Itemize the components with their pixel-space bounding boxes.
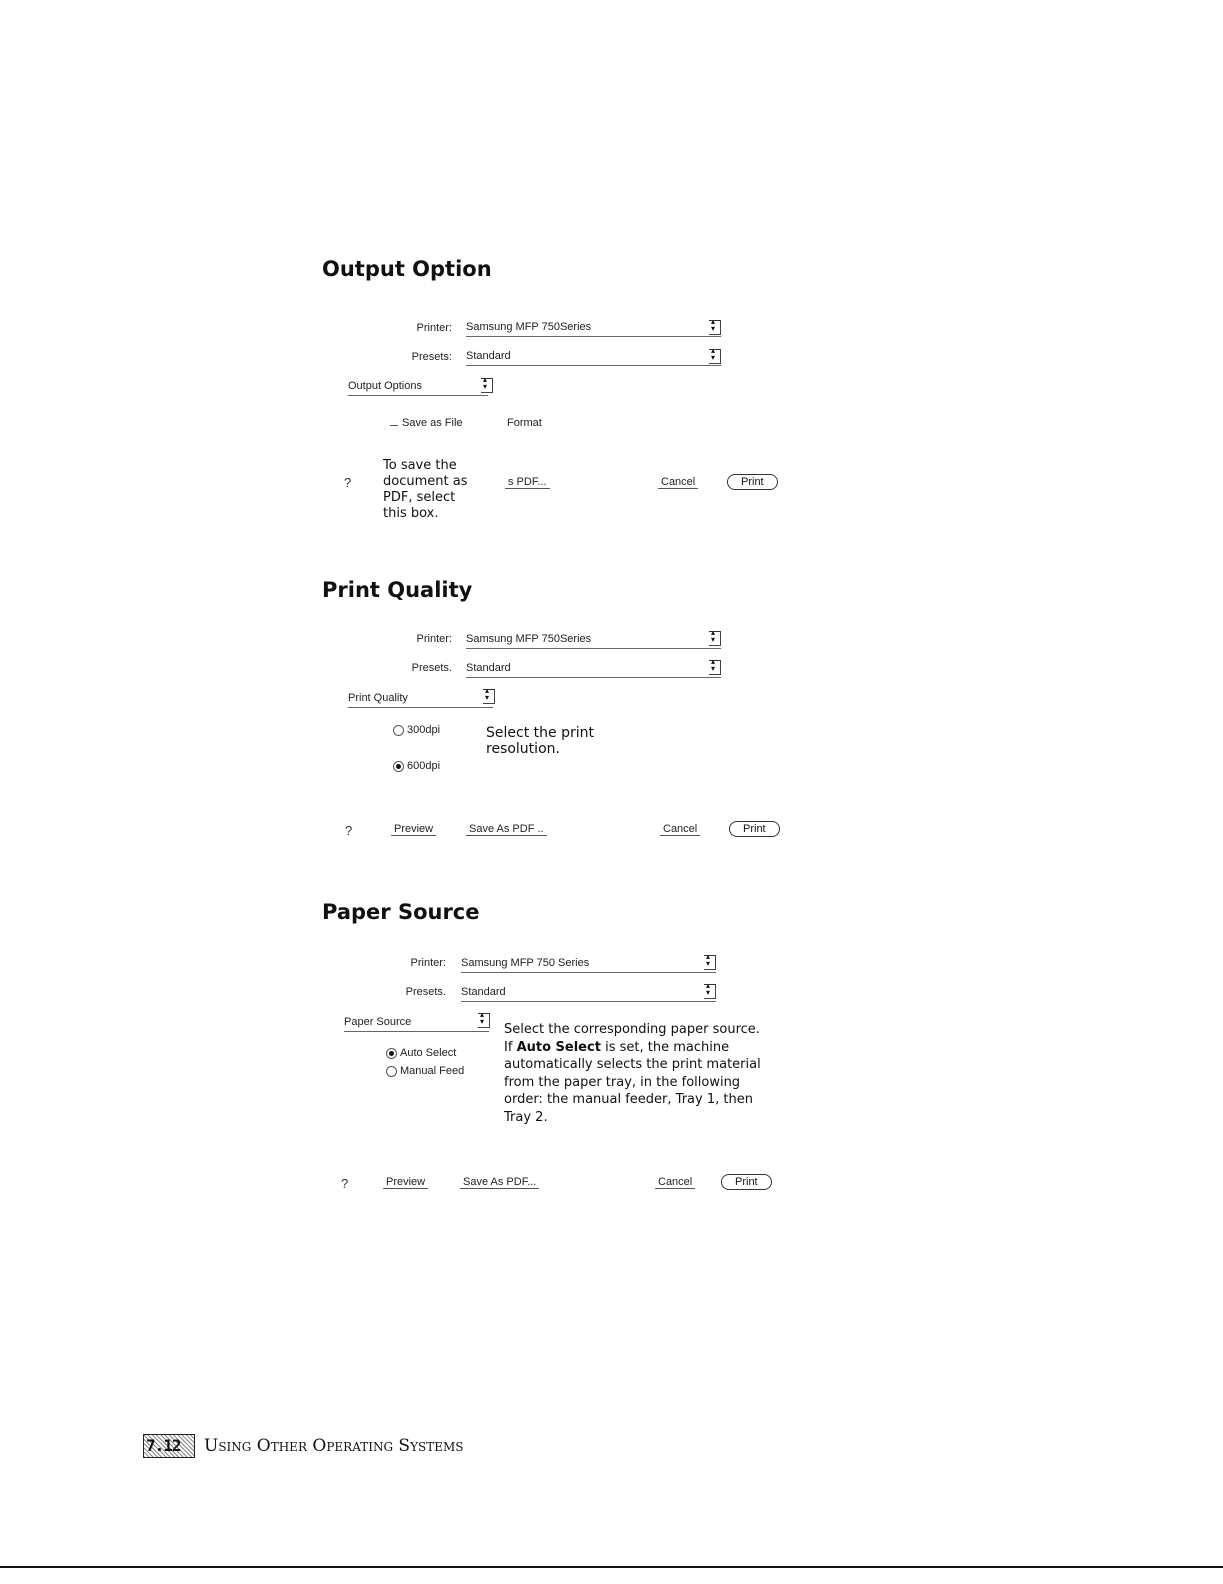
- printer-value: Samsung MFP 750Series: [466, 321, 592, 333]
- panel-select-output[interactable]: [348, 380, 488, 396]
- presets-label: Presets.: [411, 662, 452, 674]
- manual-feed-label: Manual Feed: [400, 1065, 465, 1077]
- resolution-callout: Select the print resolution.: [486, 725, 594, 757]
- heading-output-option: Output Option: [322, 257, 492, 281]
- radio-300dpi[interactable]: [393, 724, 440, 736]
- presets-value: Standard: [466, 662, 511, 674]
- panel-select-value: Paper Source: [344, 1016, 412, 1028]
- radio-on-icon: [386, 1048, 397, 1059]
- radio-600dpi[interactable]: [393, 760, 440, 772]
- checkbox-icon: [390, 417, 398, 426]
- help-icon[interactable]: ?: [344, 475, 352, 490]
- panel-stepper-icon[interactable]: [481, 378, 493, 393]
- save-as-file-checkbox[interactable]: [390, 417, 463, 429]
- preview-button[interactable]: Preview: [383, 1176, 428, 1189]
- res-600-label: 600dpi: [407, 760, 441, 772]
- radio-manual-feed[interactable]: [386, 1065, 464, 1077]
- presets-value: Standard: [466, 350, 511, 362]
- panel-select-source[interactable]: [344, 1016, 489, 1032]
- cancel-button[interactable]: Cancel: [658, 476, 698, 489]
- printer-value: Samsung MFP 750Series: [466, 633, 592, 645]
- heading-print-quality: Print Quality: [322, 578, 473, 602]
- save-as-file-label: Save as File: [402, 417, 463, 429]
- panel-select-quality[interactable]: [348, 692, 493, 708]
- callout-rest: is set, the machine automatically selects the print material from the paper tray, in the following order: the manual feeder, Tray 1, then Tray 2.: [504, 1039, 761, 1125]
- presets-value: Standard: [461, 986, 506, 998]
- save-pdf-button[interactable]: Save As PDF ..: [466, 823, 547, 836]
- heading-paper-source: Paper Source: [322, 900, 480, 924]
- help-icon[interactable]: ?: [345, 823, 353, 838]
- presets-popup[interactable]: [466, 662, 721, 678]
- print-button[interactable]: Print: [727, 474, 778, 490]
- printer-label: Printer:: [410, 957, 446, 969]
- bottom-rule: [0, 1566, 1223, 1568]
- radio-off-icon: [393, 725, 404, 736]
- pdf-callout: To save the document as PDF, select this box.: [383, 458, 468, 521]
- source-callout: [504, 1021, 779, 1126]
- presets-label: Presets.: [405, 986, 446, 998]
- preview-button[interactable]: Preview: [391, 823, 436, 836]
- auto-select-label: Auto Select: [400, 1047, 457, 1059]
- chapter-title: Using Other Operating Systems: [204, 1436, 464, 1456]
- panel-select-value: Print Quality: [348, 692, 408, 704]
- radio-auto-select[interactable]: [386, 1047, 456, 1059]
- panel-stepper-icon[interactable]: [478, 1013, 490, 1028]
- page-number: 7.12: [146, 1436, 181, 1455]
- callout-bold: Auto Select: [516, 1039, 601, 1055]
- radio-off-icon: [386, 1066, 397, 1077]
- printer-label: Printer:: [416, 322, 452, 334]
- printer-popup[interactable]: [466, 633, 721, 649]
- panel-stepper-icon[interactable]: [483, 689, 495, 704]
- help-icon[interactable]: ?: [341, 1176, 349, 1191]
- res-300-label: 300dpi: [407, 724, 441, 736]
- format-label: Format: [507, 417, 542, 429]
- source-callout-body: [504, 1039, 779, 1127]
- cancel-button[interactable]: Cancel: [660, 823, 700, 836]
- radio-on-icon: [393, 761, 404, 772]
- source-callout-title: Select the corresponding paper source.: [504, 1022, 760, 1037]
- presets-stepper-icon[interactable]: [704, 984, 716, 999]
- presets-popup[interactable]: [461, 986, 716, 1002]
- printer-popup[interactable]: [466, 321, 721, 337]
- cancel-button[interactable]: Cancel: [655, 1176, 695, 1189]
- print-button[interactable]: Print: [721, 1174, 772, 1190]
- printer-popup[interactable]: [461, 957, 716, 973]
- save-pdf-button[interactable]: Save As PDF...: [460, 1176, 539, 1189]
- printer-stepper-icon[interactable]: [704, 955, 716, 970]
- printer-label: Printer:: [416, 633, 452, 645]
- callout-prefix: If: [504, 1039, 513, 1055]
- print-button[interactable]: Print: [729, 821, 780, 837]
- printer-stepper-icon[interactable]: [709, 631, 721, 646]
- presets-stepper-icon[interactable]: [709, 660, 721, 675]
- save-pdf-button[interactable]: s PDF...: [505, 476, 550, 489]
- presets-popup[interactable]: [466, 350, 721, 366]
- presets-label: Presets:: [411, 351, 452, 363]
- printer-value: Samsung MFP 750 Series: [461, 957, 590, 969]
- panel-select-value: Output Options: [348, 380, 422, 392]
- presets-stepper-icon[interactable]: [709, 349, 721, 364]
- printer-stepper-icon[interactable]: [709, 320, 721, 335]
